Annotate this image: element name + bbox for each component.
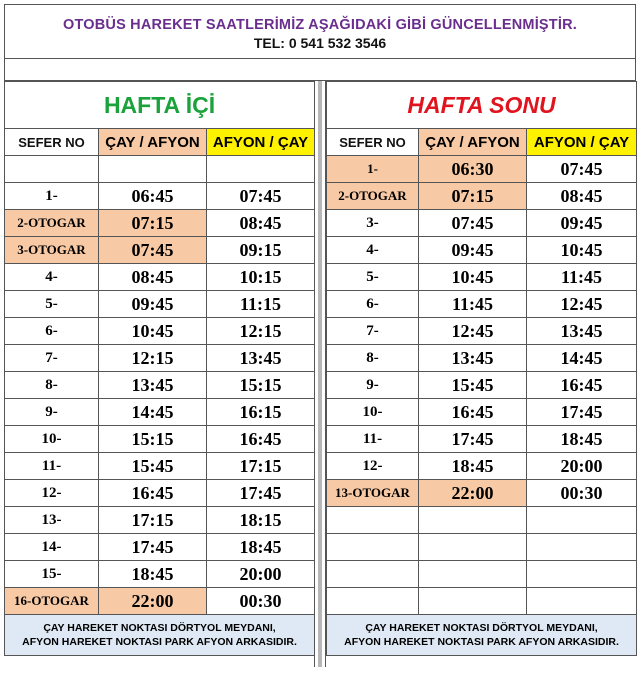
- afyon-cay-time: [527, 561, 637, 588]
- sefer-no-cell: 10-: [327, 399, 419, 426]
- afyon-cay-time: 07:45: [207, 183, 315, 210]
- phone-number: TEL: 0 541 532 3546: [253, 35, 387, 51]
- table-row: [5, 480, 315, 507]
- table-row: [327, 561, 637, 588]
- sefer-no-cell: 1-: [327, 156, 419, 183]
- afyon-cay-time: 08:45: [527, 183, 637, 210]
- cay-afyon-time: 06:45: [99, 183, 207, 210]
- cay-afyon-time: 15:15: [99, 426, 207, 453]
- cay-afyon-time: 07:45: [419, 210, 527, 237]
- sefer-no-cell: 7-: [327, 318, 419, 345]
- table-row: [327, 291, 637, 318]
- spacer-band: [4, 58, 636, 81]
- sefer-no-cell: 13-OTOGAR: [327, 480, 419, 507]
- table-row: [327, 156, 637, 183]
- afyon-cay-time: 20:00: [207, 561, 315, 588]
- afyon-cay-time: 18:45: [527, 426, 637, 453]
- afyon-cay-time: 13:45: [527, 318, 637, 345]
- cay-afyon-time: 13:45: [419, 345, 527, 372]
- afyon-cay-time: [527, 507, 637, 534]
- note-line-1: ÇAY HAREKET NOKTASI DÖRTYOL MEYDANI,: [365, 622, 598, 634]
- sefer-no-cell: 4-: [5, 264, 99, 291]
- table-row: [5, 345, 315, 372]
- cay-afyon-time: 10:45: [419, 264, 527, 291]
- afyon-cay-time: 18:45: [207, 534, 315, 561]
- table-row: [327, 426, 637, 453]
- announcement-text: OTOBÜS HAREKET SAATLERİMİZ AŞAĞIDAKİ GİBİ GÜNCELLENMİŞTİR.: [62, 17, 577, 33]
- afyon-cay-time: [207, 156, 315, 183]
- cay-afyon-time: 14:45: [99, 399, 207, 426]
- table-row: [5, 426, 315, 453]
- sefer-no-cell: 10-: [5, 426, 99, 453]
- cay-afyon-time: 15:45: [99, 453, 207, 480]
- sefer-no-cell: 3-OTOGAR: [5, 237, 99, 264]
- cay-afyon-time: [419, 534, 527, 561]
- afyon-cay-time: 12:15: [207, 318, 315, 345]
- cay-afyon-time: 16:45: [99, 480, 207, 507]
- note-line-2: AFYON HAREKET NOKTASI PARK AFYON ARKASIDIR.: [344, 636, 619, 648]
- col-sefer-no: SEFER NO: [5, 129, 99, 156]
- cay-afyon-time: [419, 588, 527, 615]
- table-row: [5, 210, 315, 237]
- weekday-table: [4, 81, 315, 656]
- afyon-cay-time: 20:00: [527, 453, 637, 480]
- cay-afyon-time: 18:45: [99, 561, 207, 588]
- afyon-cay-time: 17:45: [207, 480, 315, 507]
- table-row: [5, 291, 315, 318]
- weekend-title: HAFTA SONU: [407, 91, 556, 118]
- table-row: [327, 534, 637, 561]
- col-afyon-cay: AFYON / ÇAY: [527, 129, 637, 156]
- cay-afyon-time: 22:00: [419, 480, 527, 507]
- sefer-no-cell: 8-: [327, 345, 419, 372]
- col-cay-afyon: ÇAY / AFYON: [419, 129, 527, 156]
- afyon-cay-time: 17:45: [527, 399, 637, 426]
- table-row: [5, 534, 315, 561]
- afyon-cay-time: 11:15: [207, 291, 315, 318]
- cay-afyon-time: 11:45: [419, 291, 527, 318]
- table-row: [327, 318, 637, 345]
- cay-afyon-time: 22:00: [99, 588, 207, 615]
- afyon-cay-time: [527, 534, 637, 561]
- table-row: [327, 399, 637, 426]
- table-row: [5, 237, 315, 264]
- announcement-header: [4, 4, 636, 58]
- sefer-no-cell: 9-: [327, 372, 419, 399]
- afyon-cay-time: [527, 588, 637, 615]
- cay-afyon-time: 17:45: [99, 534, 207, 561]
- cay-afyon-time: 17:45: [419, 426, 527, 453]
- table-row: [5, 507, 315, 534]
- sefer-no-cell: 2-OTOGAR: [5, 210, 99, 237]
- table-row: [327, 372, 637, 399]
- table-row: [5, 453, 315, 480]
- cay-afyon-time: 17:15: [99, 507, 207, 534]
- sefer-no-cell: 8-: [5, 372, 99, 399]
- table-row: [327, 237, 637, 264]
- cay-afyon-time: 07:15: [99, 210, 207, 237]
- table-row: [327, 507, 637, 534]
- cay-afyon-time: 08:45: [99, 264, 207, 291]
- table-row: [327, 210, 637, 237]
- table-row: [327, 480, 637, 507]
- afyon-cay-time: 15:15: [207, 372, 315, 399]
- sefer-no-cell: [327, 588, 419, 615]
- afyon-cay-time: 00:30: [527, 480, 637, 507]
- col-afyon-cay: AFYON / ÇAY: [207, 129, 315, 156]
- sefer-no-cell: 12-: [5, 480, 99, 507]
- table-row: [5, 264, 315, 291]
- cay-afyon-time: [419, 507, 527, 534]
- table-row: [327, 183, 637, 210]
- afyon-cay-time: 10:45: [527, 237, 637, 264]
- weekend-table: [326, 81, 637, 656]
- table-row: [327, 453, 637, 480]
- sefer-no-cell: 12-: [327, 453, 419, 480]
- weekday-note: [5, 615, 315, 656]
- sefer-no-cell: 6-: [5, 318, 99, 345]
- afyon-cay-time: 14:45: [527, 345, 637, 372]
- sefer-no-cell: 1-: [5, 183, 99, 210]
- cay-afyon-time: 16:45: [419, 399, 527, 426]
- col-cay-afyon: ÇAY / AFYON: [99, 129, 207, 156]
- cay-afyon-time: 07:15: [419, 183, 527, 210]
- table-row: [5, 588, 315, 615]
- panel-divider: [314, 81, 326, 667]
- afyon-cay-time: 17:15: [207, 453, 315, 480]
- sefer-no-cell: 5-: [327, 264, 419, 291]
- sefer-no-cell: [5, 156, 99, 183]
- sefer-no-cell: [327, 507, 419, 534]
- cay-afyon-time: 09:45: [99, 291, 207, 318]
- table-row: [5, 156, 315, 183]
- table-row: [327, 345, 637, 372]
- sefer-no-cell: 3-: [327, 210, 419, 237]
- table-row: [327, 264, 637, 291]
- weekday-title: HAFTA İÇİ: [103, 91, 216, 118]
- col-sefer-no: SEFER NO: [327, 129, 419, 156]
- table-row: [5, 399, 315, 426]
- weekend-note: [327, 615, 637, 656]
- note-line-2: AFYON HAREKET NOKTASI PARK AFYON ARKASIDIR.: [22, 636, 297, 648]
- cay-afyon-time: 09:45: [419, 237, 527, 264]
- sefer-no-cell: 11-: [5, 453, 99, 480]
- afyon-cay-time: 09:15: [207, 237, 315, 264]
- sefer-no-cell: 7-: [5, 345, 99, 372]
- weekend-title-cell: [327, 82, 637, 129]
- afyon-cay-time: 16:15: [207, 399, 315, 426]
- cay-afyon-time: 12:45: [419, 318, 527, 345]
- note-line-1: ÇAY HAREKET NOKTASI DÖRTYOL MEYDANI,: [43, 622, 276, 634]
- table-row: [327, 588, 637, 615]
- sefer-no-cell: 11-: [327, 426, 419, 453]
- cay-afyon-time: 07:45: [99, 237, 207, 264]
- afyon-cay-time: 12:45: [527, 291, 637, 318]
- cay-afyon-time: 06:30: [419, 156, 527, 183]
- sefer-no-cell: [327, 534, 419, 561]
- sefer-no-cell: 6-: [327, 291, 419, 318]
- cay-afyon-time: 10:45: [99, 318, 207, 345]
- cay-afyon-time: 15:45: [419, 372, 527, 399]
- sefer-no-cell: 5-: [5, 291, 99, 318]
- cay-afyon-time: 18:45: [419, 453, 527, 480]
- cay-afyon-time: [419, 561, 527, 588]
- sefer-no-cell: 13-: [5, 507, 99, 534]
- weekday-title-cell: [5, 82, 315, 129]
- table-row: [5, 183, 315, 210]
- sefer-no-cell: 14-: [5, 534, 99, 561]
- afyon-cay-time: 11:45: [527, 264, 637, 291]
- sefer-no-cell: 9-: [5, 399, 99, 426]
- table-row: [5, 372, 315, 399]
- cay-afyon-time: 12:15: [99, 345, 207, 372]
- sefer-no-cell: 4-: [327, 237, 419, 264]
- sefer-no-cell: 2-OTOGAR: [327, 183, 419, 210]
- table-row: [5, 561, 315, 588]
- afyon-cay-time: 08:45: [207, 210, 315, 237]
- afyon-cay-time: 07:45: [527, 156, 637, 183]
- table-row: [5, 318, 315, 345]
- sefer-no-cell: [327, 561, 419, 588]
- afyon-cay-time: 18:15: [207, 507, 315, 534]
- cay-afyon-time: [99, 156, 207, 183]
- cay-afyon-time: 13:45: [99, 372, 207, 399]
- sefer-no-cell: 16-OTOGAR: [5, 588, 99, 615]
- afyon-cay-time: 10:15: [207, 264, 315, 291]
- afyon-cay-time: 13:45: [207, 345, 315, 372]
- afyon-cay-time: 16:45: [527, 372, 637, 399]
- sefer-no-cell: 15-: [5, 561, 99, 588]
- afyon-cay-time: 16:45: [207, 426, 315, 453]
- afyon-cay-time: 09:45: [527, 210, 637, 237]
- afyon-cay-time: 00:30: [207, 588, 315, 615]
